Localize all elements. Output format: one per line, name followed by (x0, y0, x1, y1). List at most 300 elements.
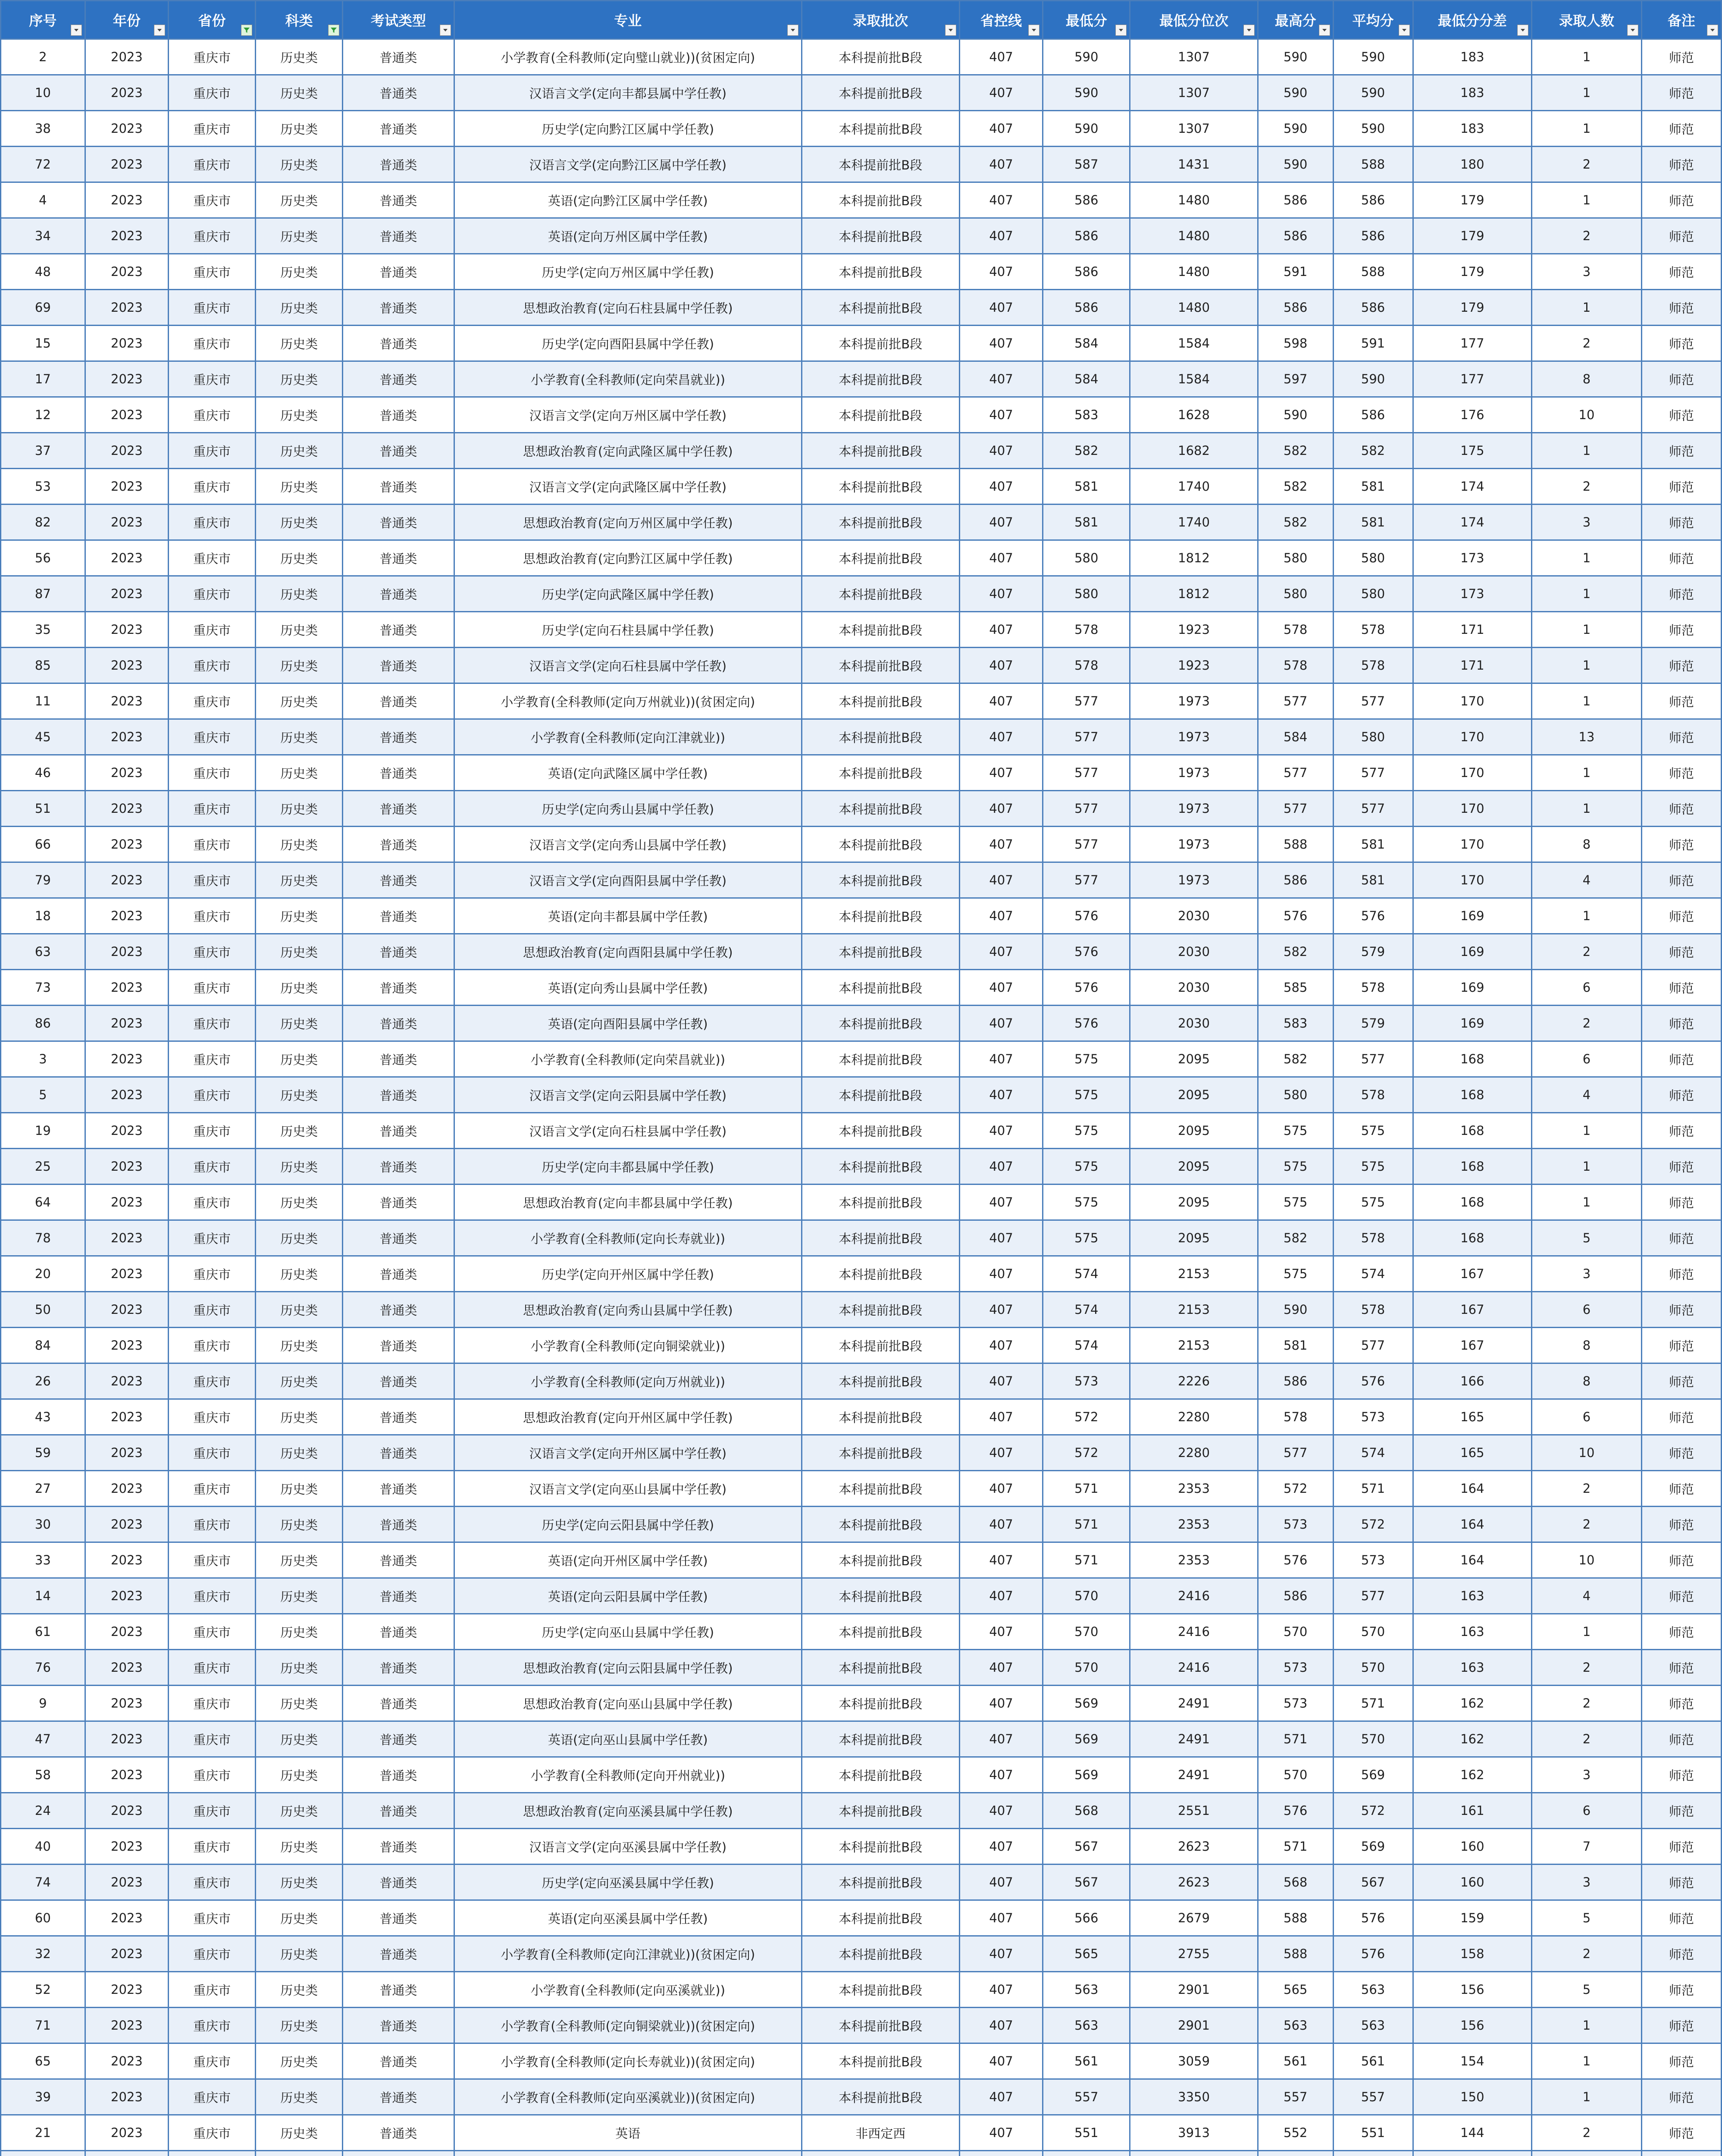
table-cell[interactable]: 581 (1043, 469, 1130, 505)
table-cell[interactable]: 79 (1, 862, 85, 898)
table-cell[interactable]: 48 (1, 254, 85, 290)
table-cell[interactable]: 师范 (1641, 2043, 1721, 2079)
table-cell[interactable]: 563 (1258, 2008, 1333, 2043)
table-cell[interactable]: 1973 (1130, 683, 1258, 719)
table-cell[interactable]: 历史类 (256, 218, 343, 254)
table-cell[interactable]: 本科提前批B段 (802, 1399, 959, 1435)
table-cell[interactable]: 568 (1258, 1865, 1333, 1900)
table-cell[interactable]: 普通类 (343, 469, 454, 505)
table-cell[interactable]: 思想政治教育(定向酉阳县属中学任教) (454, 934, 802, 970)
table-cell[interactable] (343, 2151, 454, 2156)
table-cell[interactable]: 1 (1532, 1149, 1642, 1185)
table-cell[interactable]: 重庆市 (169, 505, 256, 540)
table-cell[interactable]: 师范 (1641, 433, 1721, 469)
table-cell[interactable]: 170 (1413, 862, 1532, 898)
table-cell[interactable]: 本科提前批B段 (802, 147, 959, 182)
table-cell[interactable]: 156 (1413, 1972, 1532, 2008)
table-cell[interactable]: 2416 (1130, 1578, 1258, 1614)
table-cell[interactable]: 551 (1333, 2115, 1413, 2151)
table-cell[interactable]: 师范 (1641, 1542, 1721, 1578)
table-cell[interactable] (1641, 2151, 1721, 2156)
table-cell[interactable]: 2023 (85, 970, 169, 1006)
table-cell[interactable]: 2023 (85, 1292, 169, 1328)
table-cell[interactable]: 重庆市 (169, 862, 256, 898)
table-cell[interactable]: 167 (1413, 1328, 1532, 1363)
table-cell[interactable]: 2 (1532, 2115, 1642, 2151)
table-cell[interactable]: 407 (959, 1435, 1043, 1471)
table-cell[interactable]: 小学教育(全科教师(定向万州就业))(贫困定向) (454, 683, 802, 719)
table-cell[interactable]: 师范 (1641, 1471, 1721, 1507)
table-cell[interactable]: 407 (959, 1256, 1043, 1292)
table-cell[interactable]: 普通类 (343, 898, 454, 934)
table-cell[interactable]: 590 (1043, 39, 1130, 75)
table-cell[interactable]: 170 (1413, 755, 1532, 791)
table-cell[interactable]: 思想政治教育(定向黔江区属中学任教) (454, 540, 802, 576)
table-cell[interactable]: 576 (1043, 898, 1130, 934)
table-cell[interactable]: 4 (1532, 862, 1642, 898)
table-cell[interactable]: 162 (1413, 1686, 1532, 1721)
table-cell[interactable]: 重庆市 (169, 2043, 256, 2079)
table-cell[interactable]: 407 (959, 1507, 1043, 1542)
table-cell[interactable]: 578 (1258, 648, 1333, 683)
table-cell[interactable]: 2023 (85, 1149, 169, 1185)
table-cell[interactable]: 历史学(定向巫山县属中学任教) (454, 1614, 802, 1650)
table-cell[interactable]: 历史学(定向酉阳县属中学任教) (454, 326, 802, 361)
table-cell[interactable]: 2023 (85, 433, 169, 469)
table-cell[interactable]: 61 (1, 1614, 85, 1650)
filter-dropdown-icon[interactable] (1028, 25, 1039, 36)
table-cell[interactable]: 普通类 (343, 2115, 454, 2151)
column-header[interactable] (85, 1, 169, 39)
table-cell[interactable]: 14 (1, 1578, 85, 1614)
table-cell[interactable]: 585 (1258, 970, 1333, 1006)
table-cell[interactable]: 师范 (1641, 648, 1721, 683)
table-cell[interactable]: 577 (1333, 1578, 1413, 1614)
table-cell[interactable]: 407 (959, 39, 1043, 75)
table-cell[interactable]: 1431 (1130, 147, 1258, 182)
table-cell[interactable]: 非西定西 (802, 2115, 959, 2151)
table-cell[interactable]: 本科提前批B段 (802, 254, 959, 290)
table-cell[interactable]: 历史类 (256, 147, 343, 182)
table-cell[interactable]: 1 (1532, 2043, 1642, 2079)
table-cell[interactable]: 160 (1413, 1865, 1532, 1900)
table-cell[interactable]: 571 (1043, 1542, 1130, 1578)
table-cell[interactable]: 本科提前批B段 (802, 719, 959, 755)
table-cell[interactable]: 20 (1, 1256, 85, 1292)
table-cell[interactable]: 汉语言文学(定向巫山县属中学任教) (454, 1471, 802, 1507)
table-cell[interactable]: 3 (1532, 254, 1642, 290)
table-cell[interactable]: 汉语言文学(定向秀山县属中学任教) (454, 827, 802, 862)
table-cell[interactable]: 2095 (1130, 1041, 1258, 1077)
column-header[interactable] (1, 1, 85, 39)
table-cell[interactable] (802, 2151, 959, 2156)
table-cell[interactable]: 2023 (85, 1793, 169, 1829)
table-cell[interactable]: 160 (1413, 1829, 1532, 1865)
table-cell[interactable]: 师范 (1641, 719, 1721, 755)
table-cell[interactable] (1258, 2151, 1333, 2156)
table-cell[interactable]: 重庆市 (169, 1077, 256, 1113)
table-cell[interactable]: 重庆市 (169, 361, 256, 397)
table-cell[interactable]: 170 (1413, 791, 1532, 827)
table-cell[interactable]: 普通类 (343, 1363, 454, 1399)
table-cell[interactable]: 重庆市 (169, 218, 256, 254)
table-cell[interactable]: 586 (1333, 182, 1413, 218)
table-cell[interactable]: 586 (1043, 182, 1130, 218)
table-cell[interactable]: 581 (1258, 1328, 1333, 1363)
table-cell[interactable]: 师范 (1641, 1077, 1721, 1113)
table-cell[interactable]: 本科提前批B段 (802, 1185, 959, 1220)
table-cell[interactable]: 师范 (1641, 1149, 1721, 1185)
table-cell[interactable]: 历史类 (256, 1399, 343, 1435)
table-cell[interactable]: 174 (1413, 505, 1532, 540)
table-cell[interactable]: 2416 (1130, 1614, 1258, 1650)
table-cell[interactable]: 小学教育(全科教师(定向璧山就业))(贫困定向) (454, 39, 802, 75)
table-cell[interactable]: 579 (1333, 1006, 1413, 1041)
table-cell[interactable]: 普通类 (343, 1220, 454, 1256)
table-cell[interactable]: 2023 (85, 2079, 169, 2115)
table-cell[interactable]: 2280 (1130, 1435, 1258, 1471)
table-cell[interactable]: 历史学(定向秀山县属中学任教) (454, 791, 802, 827)
table-cell[interactable]: 164 (1413, 1507, 1532, 1542)
table-cell[interactable]: 重庆市 (169, 934, 256, 970)
table-cell[interactable]: 师范 (1641, 1220, 1721, 1256)
table-cell[interactable]: 本科提前批B段 (802, 2008, 959, 2043)
table-cell[interactable]: 普通类 (343, 1829, 454, 1865)
table-cell[interactable]: 575 (1258, 1256, 1333, 1292)
table-cell[interactable]: 1584 (1130, 361, 1258, 397)
table-cell[interactable]: 588 (1258, 1936, 1333, 1972)
table-cell[interactable]: 重庆市 (169, 1542, 256, 1578)
table-cell[interactable]: 师范 (1641, 254, 1721, 290)
table-cell[interactable]: 2679 (1130, 1900, 1258, 1936)
table-cell[interactable]: 重庆市 (169, 1721, 256, 1757)
table-cell[interactable]: 407 (959, 1292, 1043, 1328)
table-cell[interactable]: 407 (959, 1829, 1043, 1865)
table-cell[interactable]: 590 (1333, 75, 1413, 111)
table-cell[interactable]: 578 (1333, 612, 1413, 648)
table-cell[interactable]: 历史类 (256, 1077, 343, 1113)
table-cell[interactable]: 575 (1333, 1113, 1413, 1149)
table-cell[interactable]: 1 (1532, 290, 1642, 326)
table-cell[interactable]: 1 (1532, 540, 1642, 576)
table-cell[interactable]: 重庆市 (169, 1900, 256, 1936)
table-cell[interactable]: 590 (1333, 361, 1413, 397)
table-cell[interactable]: 407 (959, 1757, 1043, 1793)
table-cell[interactable]: 568 (1043, 1793, 1130, 1829)
table-cell[interactable]: 180 (1413, 147, 1532, 182)
table-cell[interactable]: 师范 (1641, 1900, 1721, 1936)
table-cell[interactable]: 2023 (85, 361, 169, 397)
table-cell[interactable]: 历史类 (256, 1435, 343, 1471)
table-cell[interactable]: 历史类 (256, 970, 343, 1006)
table-cell[interactable]: 普通类 (343, 39, 454, 75)
table-cell[interactable]: 407 (959, 75, 1043, 111)
table-cell[interactable]: 407 (959, 147, 1043, 182)
table-cell[interactable]: 175 (1413, 433, 1532, 469)
table-cell[interactable]: 汉语言文学(定向巫溪县属中学任教) (454, 1829, 802, 1865)
table-cell[interactable]: 169 (1413, 1006, 1532, 1041)
table-cell[interactable]: 历史类 (256, 1686, 343, 1721)
table-cell[interactable]: 47 (1, 1721, 85, 1757)
table-cell[interactable]: 578 (1333, 1220, 1413, 1256)
table-cell[interactable]: 普通类 (343, 1936, 454, 1972)
table-cell[interactable]: 普通类 (343, 147, 454, 182)
table-cell[interactable]: 本科提前批B段 (802, 1721, 959, 1757)
table-cell[interactable]: 汉语言文学(定向石柱县属中学任教) (454, 1113, 802, 1149)
table-cell[interactable]: 71 (1, 2008, 85, 2043)
table-cell[interactable]: 170 (1413, 827, 1532, 862)
table-cell[interactable]: 2030 (1130, 970, 1258, 1006)
table-cell[interactable]: 580 (1258, 576, 1333, 612)
table-cell[interactable]: 师范 (1641, 1578, 1721, 1614)
table-cell[interactable]: 575 (1258, 1149, 1333, 1185)
table-cell[interactable]: 普通类 (343, 1256, 454, 1292)
table-cell[interactable]: 174 (1413, 469, 1532, 505)
table-cell[interactable]: 407 (959, 469, 1043, 505)
table-cell[interactable]: 573 (1043, 1363, 1130, 1399)
table-cell[interactable]: 2023 (85, 898, 169, 934)
table-cell[interactable]: 2901 (1130, 2008, 1258, 2043)
table-cell[interactable]: 8 (1532, 1328, 1642, 1363)
table-cell[interactable]: 587 (1043, 147, 1130, 182)
table-cell[interactable]: 3 (1532, 505, 1642, 540)
table-cell[interactable]: 571 (1043, 1471, 1130, 1507)
table-cell[interactable]: 小学教育(全科教师(定向巫溪就业))(贫困定向) (454, 2079, 802, 2115)
table-cell[interactable]: 小学教育(全科教师(定向巫溪就业)) (454, 1972, 802, 2008)
table-cell[interactable] (1043, 2151, 1130, 2156)
table-cell[interactable]: 407 (959, 648, 1043, 683)
table-cell[interactable]: 历史类 (256, 433, 343, 469)
table-cell[interactable]: 566 (1043, 1900, 1130, 1936)
table-cell[interactable]: 407 (959, 1363, 1043, 1399)
table-cell[interactable]: 53 (1, 469, 85, 505)
table-cell[interactable]: 168 (1413, 1220, 1532, 1256)
table-cell[interactable]: 本科提前批B段 (802, 1936, 959, 1972)
table-cell[interactable]: 173 (1413, 576, 1532, 612)
table-cell[interactable]: 普通类 (343, 791, 454, 827)
table-cell[interactable]: 582 (1258, 1041, 1333, 1077)
table-cell[interactable]: 普通类 (343, 1721, 454, 1757)
table-cell[interactable]: 1973 (1130, 827, 1258, 862)
table-cell[interactable]: 小学教育(全科教师(定向铜梁就业))(贫困定向) (454, 2008, 802, 2043)
table-cell[interactable]: 重庆市 (169, 1972, 256, 2008)
table-cell[interactable]: 3059 (1130, 2043, 1258, 2079)
table-cell[interactable]: 重庆市 (169, 39, 256, 75)
table-cell[interactable]: 573 (1333, 1399, 1413, 1435)
table-cell[interactable]: 师范 (1641, 1686, 1721, 1721)
table-cell[interactable]: 历史类 (256, 326, 343, 361)
table-cell[interactable]: 历史类 (256, 540, 343, 576)
table-cell[interactable]: 英语(定向丰都县属中学任教) (454, 898, 802, 934)
table-cell[interactable]: 重庆市 (169, 1041, 256, 1077)
table-cell[interactable]: 563 (1333, 1972, 1413, 2008)
table-cell[interactable]: 18 (1, 898, 85, 934)
table-cell[interactable]: 179 (1413, 254, 1532, 290)
table-cell[interactable]: 563 (1043, 1972, 1130, 2008)
table-cell[interactable]: 历史类 (256, 2079, 343, 2115)
table-cell[interactable]: 2023 (85, 326, 169, 361)
table-cell[interactable]: 407 (959, 433, 1043, 469)
table-cell[interactable]: 汉语言文学(定向酉阳县属中学任教) (454, 862, 802, 898)
table-cell[interactable]: 1480 (1130, 218, 1258, 254)
table-cell[interactable]: 577 (1333, 683, 1413, 719)
table-cell[interactable]: 2023 (85, 1041, 169, 1077)
table-cell[interactable]: 2901 (1130, 1972, 1258, 2008)
table-cell[interactable]: 师范 (1641, 1614, 1721, 1650)
table-cell[interactable]: 82 (1, 505, 85, 540)
table-cell[interactable]: 578 (1043, 648, 1130, 683)
table-cell[interactable]: 584 (1043, 361, 1130, 397)
table-cell[interactable]: 2491 (1130, 1757, 1258, 1793)
table-cell[interactable]: 2030 (1130, 898, 1258, 934)
table-cell[interactable]: 本科提前批B段 (802, 1220, 959, 1256)
table-cell[interactable]: 12 (1, 397, 85, 433)
table-cell[interactable]: 2 (1532, 1686, 1642, 1721)
table-cell[interactable]: 1973 (1130, 755, 1258, 791)
table-cell[interactable]: 407 (959, 1328, 1043, 1363)
table-cell[interactable]: 8 (1532, 361, 1642, 397)
table-cell[interactable]: 1 (1532, 75, 1642, 111)
table-cell[interactable]: 重庆市 (169, 1113, 256, 1149)
table-cell[interactable]: 183 (1413, 111, 1532, 147)
table-cell[interactable] (454, 2151, 802, 2156)
table-cell[interactable]: 598 (1258, 326, 1333, 361)
table-cell[interactable]: 1 (1532, 791, 1642, 827)
table-cell[interactable]: 1923 (1130, 648, 1258, 683)
table-cell[interactable] (256, 2151, 343, 2156)
table-cell[interactable]: 思想政治教育(定向云阳县属中学任教) (454, 1650, 802, 1686)
column-header[interactable] (1641, 1, 1721, 39)
table-cell[interactable]: 2023 (85, 1865, 169, 1900)
table-cell[interactable]: 2623 (1130, 1829, 1258, 1865)
table-cell[interactable]: 2023 (85, 1650, 169, 1686)
table-cell[interactable]: 588 (1258, 827, 1333, 862)
table-cell[interactable]: 13 (1532, 719, 1642, 755)
table-cell[interactable]: 1 (1532, 182, 1642, 218)
table-cell[interactable]: 2023 (85, 1471, 169, 1507)
table-cell[interactable]: 历史类 (256, 361, 343, 397)
table-cell[interactable]: 66 (1, 827, 85, 862)
table-cell[interactable]: 师范 (1641, 1757, 1721, 1793)
table-cell[interactable]: 59 (1, 1435, 85, 1471)
table-cell[interactable]: 2023 (85, 1399, 169, 1435)
table-cell[interactable]: 历史类 (256, 934, 343, 970)
table-cell[interactable]: 2023 (85, 827, 169, 862)
table-cell[interactable]: 2023 (85, 1507, 169, 1542)
column-header[interactable] (343, 1, 454, 39)
table-cell[interactable]: 2023 (85, 612, 169, 648)
table-cell[interactable]: 169 (1413, 934, 1532, 970)
table-cell[interactable]: 历史类 (256, 2043, 343, 2079)
table-cell[interactable]: 4 (1, 182, 85, 218)
table-cell[interactable]: 重庆市 (169, 1399, 256, 1435)
table-cell[interactable]: 26 (1, 1363, 85, 1399)
table-cell[interactable]: 2491 (1130, 1721, 1258, 1757)
table-cell[interactable]: 572 (1043, 1435, 1130, 1471)
table-cell[interactable]: 师范 (1641, 612, 1721, 648)
table-cell[interactable]: 历史学(定向石柱县属中学任教) (454, 612, 802, 648)
table-cell[interactable]: 34 (1, 218, 85, 254)
table-cell[interactable]: 581 (1043, 505, 1130, 540)
table-cell[interactable]: 2023 (85, 1220, 169, 1256)
table-cell[interactable]: 历史类 (256, 1185, 343, 1220)
table-cell[interactable]: 407 (959, 111, 1043, 147)
table-cell[interactable]: 567 (1043, 1829, 1130, 1865)
table-cell[interactable]: 本科提前批B段 (802, 1113, 959, 1149)
table-cell[interactable]: 575 (1258, 1113, 1333, 1149)
table-cell[interactable]: 575 (1258, 1185, 1333, 1220)
table-cell[interactable]: 586 (1043, 218, 1130, 254)
table-cell[interactable]: 普通类 (343, 1900, 454, 1936)
filter-dropdown-icon[interactable] (1627, 25, 1638, 36)
table-cell[interactable]: 164 (1413, 1471, 1532, 1507)
table-cell[interactable]: 407 (959, 218, 1043, 254)
table-cell[interactable]: 英语(定向黔江区属中学任教) (454, 182, 802, 218)
table-cell[interactable]: 2023 (85, 540, 169, 576)
table-cell[interactable]: 普通类 (343, 1865, 454, 1900)
table-cell[interactable]: 历史类 (256, 1829, 343, 1865)
table-cell[interactable]: 2023 (85, 719, 169, 755)
table-cell[interactable]: 历史类 (256, 576, 343, 612)
table-cell[interactable]: 577 (1043, 791, 1130, 827)
table-cell[interactable]: 普通类 (343, 683, 454, 719)
table-cell[interactable]: 2 (1532, 218, 1642, 254)
table-cell[interactable]: 师范 (1641, 1435, 1721, 1471)
table-cell[interactable]: 21 (1, 2115, 85, 2151)
table-cell[interactable]: 历史类 (256, 1220, 343, 1256)
table-cell[interactable]: 572 (1333, 1793, 1413, 1829)
table-cell[interactable]: 重庆市 (169, 898, 256, 934)
table-cell[interactable]: 578 (1333, 1292, 1413, 1328)
table-cell[interactable]: 570 (1333, 1614, 1413, 1650)
table-cell[interactable]: 师范 (1641, 862, 1721, 898)
table-cell[interactable]: 重庆市 (169, 147, 256, 182)
table-cell[interactable]: 历史学(定向云阳县属中学任教) (454, 1507, 802, 1542)
table-cell[interactable]: 普通类 (343, 719, 454, 755)
table-cell[interactable]: 历史类 (256, 1471, 343, 1507)
table-cell[interactable]: 师范 (1641, 1113, 1721, 1149)
filter-dropdown-icon[interactable] (440, 25, 451, 36)
table-cell[interactable]: 1 (1532, 683, 1642, 719)
table-cell[interactable]: 586 (1043, 254, 1130, 290)
table-cell[interactable]: 普通类 (343, 934, 454, 970)
table-cell[interactable]: 普通类 (343, 1041, 454, 1077)
table-cell[interactable]: 171 (1413, 648, 1532, 683)
table-cell[interactable]: 2023 (85, 147, 169, 182)
table-cell[interactable]: 9 (1, 1686, 85, 1721)
table-cell[interactable]: 577 (1333, 755, 1413, 791)
table-cell[interactable]: 407 (959, 862, 1043, 898)
table-cell[interactable]: 2023 (85, 182, 169, 218)
table-cell[interactable]: 561 (1333, 2043, 1413, 2079)
table-cell[interactable]: 407 (959, 576, 1043, 612)
table-cell[interactable]: 师范 (1641, 1399, 1721, 1435)
table-cell[interactable]: 2023 (85, 1900, 169, 1936)
table-cell[interactable]: 思想政治教育(定向秀山县属中学任教) (454, 1292, 802, 1328)
table-cell[interactable]: 569 (1043, 1757, 1130, 1793)
column-header[interactable] (1130, 1, 1258, 39)
table-cell[interactable]: 师范 (1641, 361, 1721, 397)
table-cell[interactable]: 569 (1333, 1757, 1413, 1793)
table-cell[interactable]: 本科提前批B段 (802, 1650, 959, 1686)
table-cell[interactable] (85, 2151, 169, 2156)
table-cell[interactable]: 本科提前批B段 (802, 1006, 959, 1041)
table-cell[interactable]: 本科提前批B段 (802, 755, 959, 791)
table-cell[interactable]: 2353 (1130, 1542, 1258, 1578)
table-cell[interactable]: 汉语言文学(定向石柱县属中学任教) (454, 648, 802, 683)
table-cell[interactable]: 557 (1043, 2079, 1130, 2115)
table-cell[interactable]: 普通类 (343, 1292, 454, 1328)
